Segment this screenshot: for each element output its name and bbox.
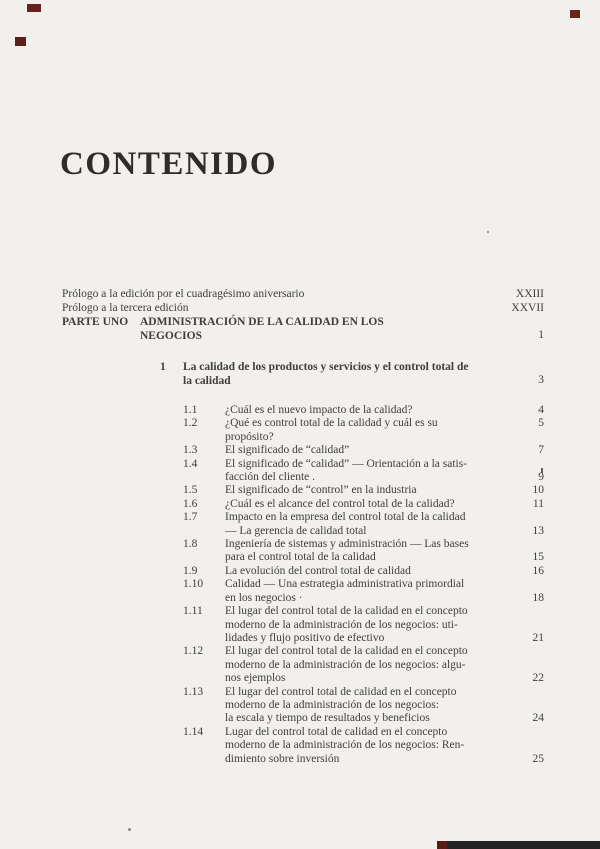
toc-entry [62,444,544,457]
entry-number: 1.8 [183,538,198,551]
entry-number: 1.6 [183,497,198,510]
frontmatter-label: Prólogo a la tercera edición [62,302,189,314]
scan-artifact-left [15,37,26,46]
toc-entry [62,511,544,538]
entry-text [225,565,544,578]
entry-line: El significado de “calidad” — Orientación a la satis- [225,457,468,470]
frontmatter-label: Prólogo a la edición por el cuadragésimo aniversario [62,288,305,300]
entry-line: ¿Cuál es el nuevo impacto de la calidad? [225,404,413,416]
entry-line: Impacto en la empresa del control total de la calidad [225,511,466,524]
entry-page-number: 10 [532,484,544,497]
entry-line: Lugar del control total de calidad en el concepto [225,725,448,738]
entry-line: moderno de la administración de los negocios: algu- [225,658,466,671]
entry-page-number: 13 [532,524,544,537]
entry-number: 1.1 [183,404,198,416]
entry-number: 1.7 [183,511,198,524]
part-page-number: 1 [538,329,544,341]
entry-line: moderno de la administración de los negocios: uti- [225,618,458,631]
entry-number: 1.14 [183,725,204,738]
frontmatter-page-number: XXVII [511,302,544,314]
entry-line: dimiento sobre inversión [225,752,340,765]
entry-line: facción del cliente . [225,471,316,484]
entry-page-number: 18 [532,591,544,604]
entry-line: El significado de “control” en la industria [225,484,417,497]
entry-text [225,538,544,565]
entry-text [225,444,544,457]
entry-line: propósito? [225,430,274,443]
entry-line: La evolución del control total de calidad [225,564,411,577]
frontmatter-row [62,287,544,301]
entry-page-number: 4 [538,404,544,416]
entry-page-number: 25 [532,752,544,765]
entry-line: El significado de “calidad” [225,444,350,457]
entry-line: ¿Cuál es el alcance del control total de la calidad? [225,497,455,510]
scan-artifact-bottom-bar [437,841,600,849]
toc-entry [62,404,544,417]
toc-entry [62,565,544,578]
toc-entry [62,605,544,645]
chapter-number: 1 [160,361,166,373]
entry-line: en los negocios · [225,591,303,604]
entry-number: 1.3 [183,444,198,457]
entry-line: nos ejemplos [225,672,286,685]
table-of-contents [62,287,544,766]
chapter-heading [62,360,544,388]
entry-line: lidades y flujo positivo de efectivo [225,631,385,644]
chapter-title-line: la calidad [183,375,231,387]
entry-number: 1.11 [183,605,203,618]
part-label: PARTE UNO [62,316,129,328]
entry-text [225,605,544,645]
entry-number: 1.5 [183,484,198,497]
entry-line: Ingeniería de sistemas y administración — Las bases [225,538,469,551]
entry-number: 1.4 [183,457,198,470]
toc-entries [62,404,544,766]
entry-page-number: 5 [538,417,544,430]
scan-artifact-dot [128,828,131,831]
part-title-line: NEGOCIOS [140,330,202,342]
entry-line: El lugar del control total de calidad en el concepto [225,685,457,698]
entry-text [225,645,544,685]
scan-artifact-top-right [570,10,580,18]
toc-entry [62,578,544,605]
scan-artifact-top-left [27,4,41,12]
entry-text [225,578,544,605]
entry-line: Calidad — Una estrategia administrativa primordial [225,578,465,591]
entry-text [225,498,544,511]
entry-text [225,726,544,766]
entry-text [225,458,544,485]
toc-entry [62,726,544,766]
entry-line: ¿Qué es control total de la calidad y cuál es su [225,417,438,430]
toc-entry [62,458,544,485]
entry-number: 1.2 [183,417,198,430]
entry-number: 1.9 [183,564,198,577]
toc-entry [62,484,544,497]
toc-entry [62,686,544,726]
entry-line: El lugar del control total de la calidad en el concepto [225,605,468,618]
entry-text [225,404,544,417]
entry-number: 1.13 [183,685,204,698]
entry-line: para el control total de la calidad [225,551,376,564]
part-title [140,315,384,343]
entry-page-number: 9 [538,471,544,484]
entry-number: 1.12 [183,645,204,658]
toc-entry [62,498,544,511]
chapter-title-line: La calidad de los productos y servicios y el control total de [183,361,469,373]
page-title: CONTENIDO [60,146,278,182]
entry-page-number: 7 [538,444,544,457]
entry-line: El lugar del control total de la calidad en el concepto [225,645,468,658]
entry-page-number: 22 [532,672,544,685]
chapter-page-number: 3 [538,374,544,386]
toc-entry [62,538,544,565]
toc-entry [62,417,544,444]
chapter-title [183,360,468,388]
entry-page-number: 16 [532,564,544,577]
entry-line: moderno de la administración de los negocios: [225,698,439,711]
entry-page-number: 15 [532,551,544,564]
part-heading [62,315,544,343]
entry-line: moderno de la administración de los negocios: Ren- [225,739,465,752]
toc-entry [62,645,544,685]
frontmatter-row [62,301,544,315]
entry-line: — La gerencia de calidad total [225,524,367,537]
entry-page-number: 11 [532,497,544,510]
entry-page-number: 21 [532,631,544,644]
part-title-line: ADMINISTRACIÓN DE LA CALIDAD EN LOS [140,316,384,328]
entry-text [225,686,544,726]
entry-number: 1.10 [183,578,204,591]
frontmatter-page-number: XXIII [515,288,544,300]
entry-text [225,484,544,497]
scan-artifact-speck [487,231,489,233]
entry-line: la escala y tiempo de resultados y beneficios [225,712,430,725]
entry-text [225,417,544,444]
entry-text [225,511,544,538]
entry-page-number: 24 [532,712,544,725]
